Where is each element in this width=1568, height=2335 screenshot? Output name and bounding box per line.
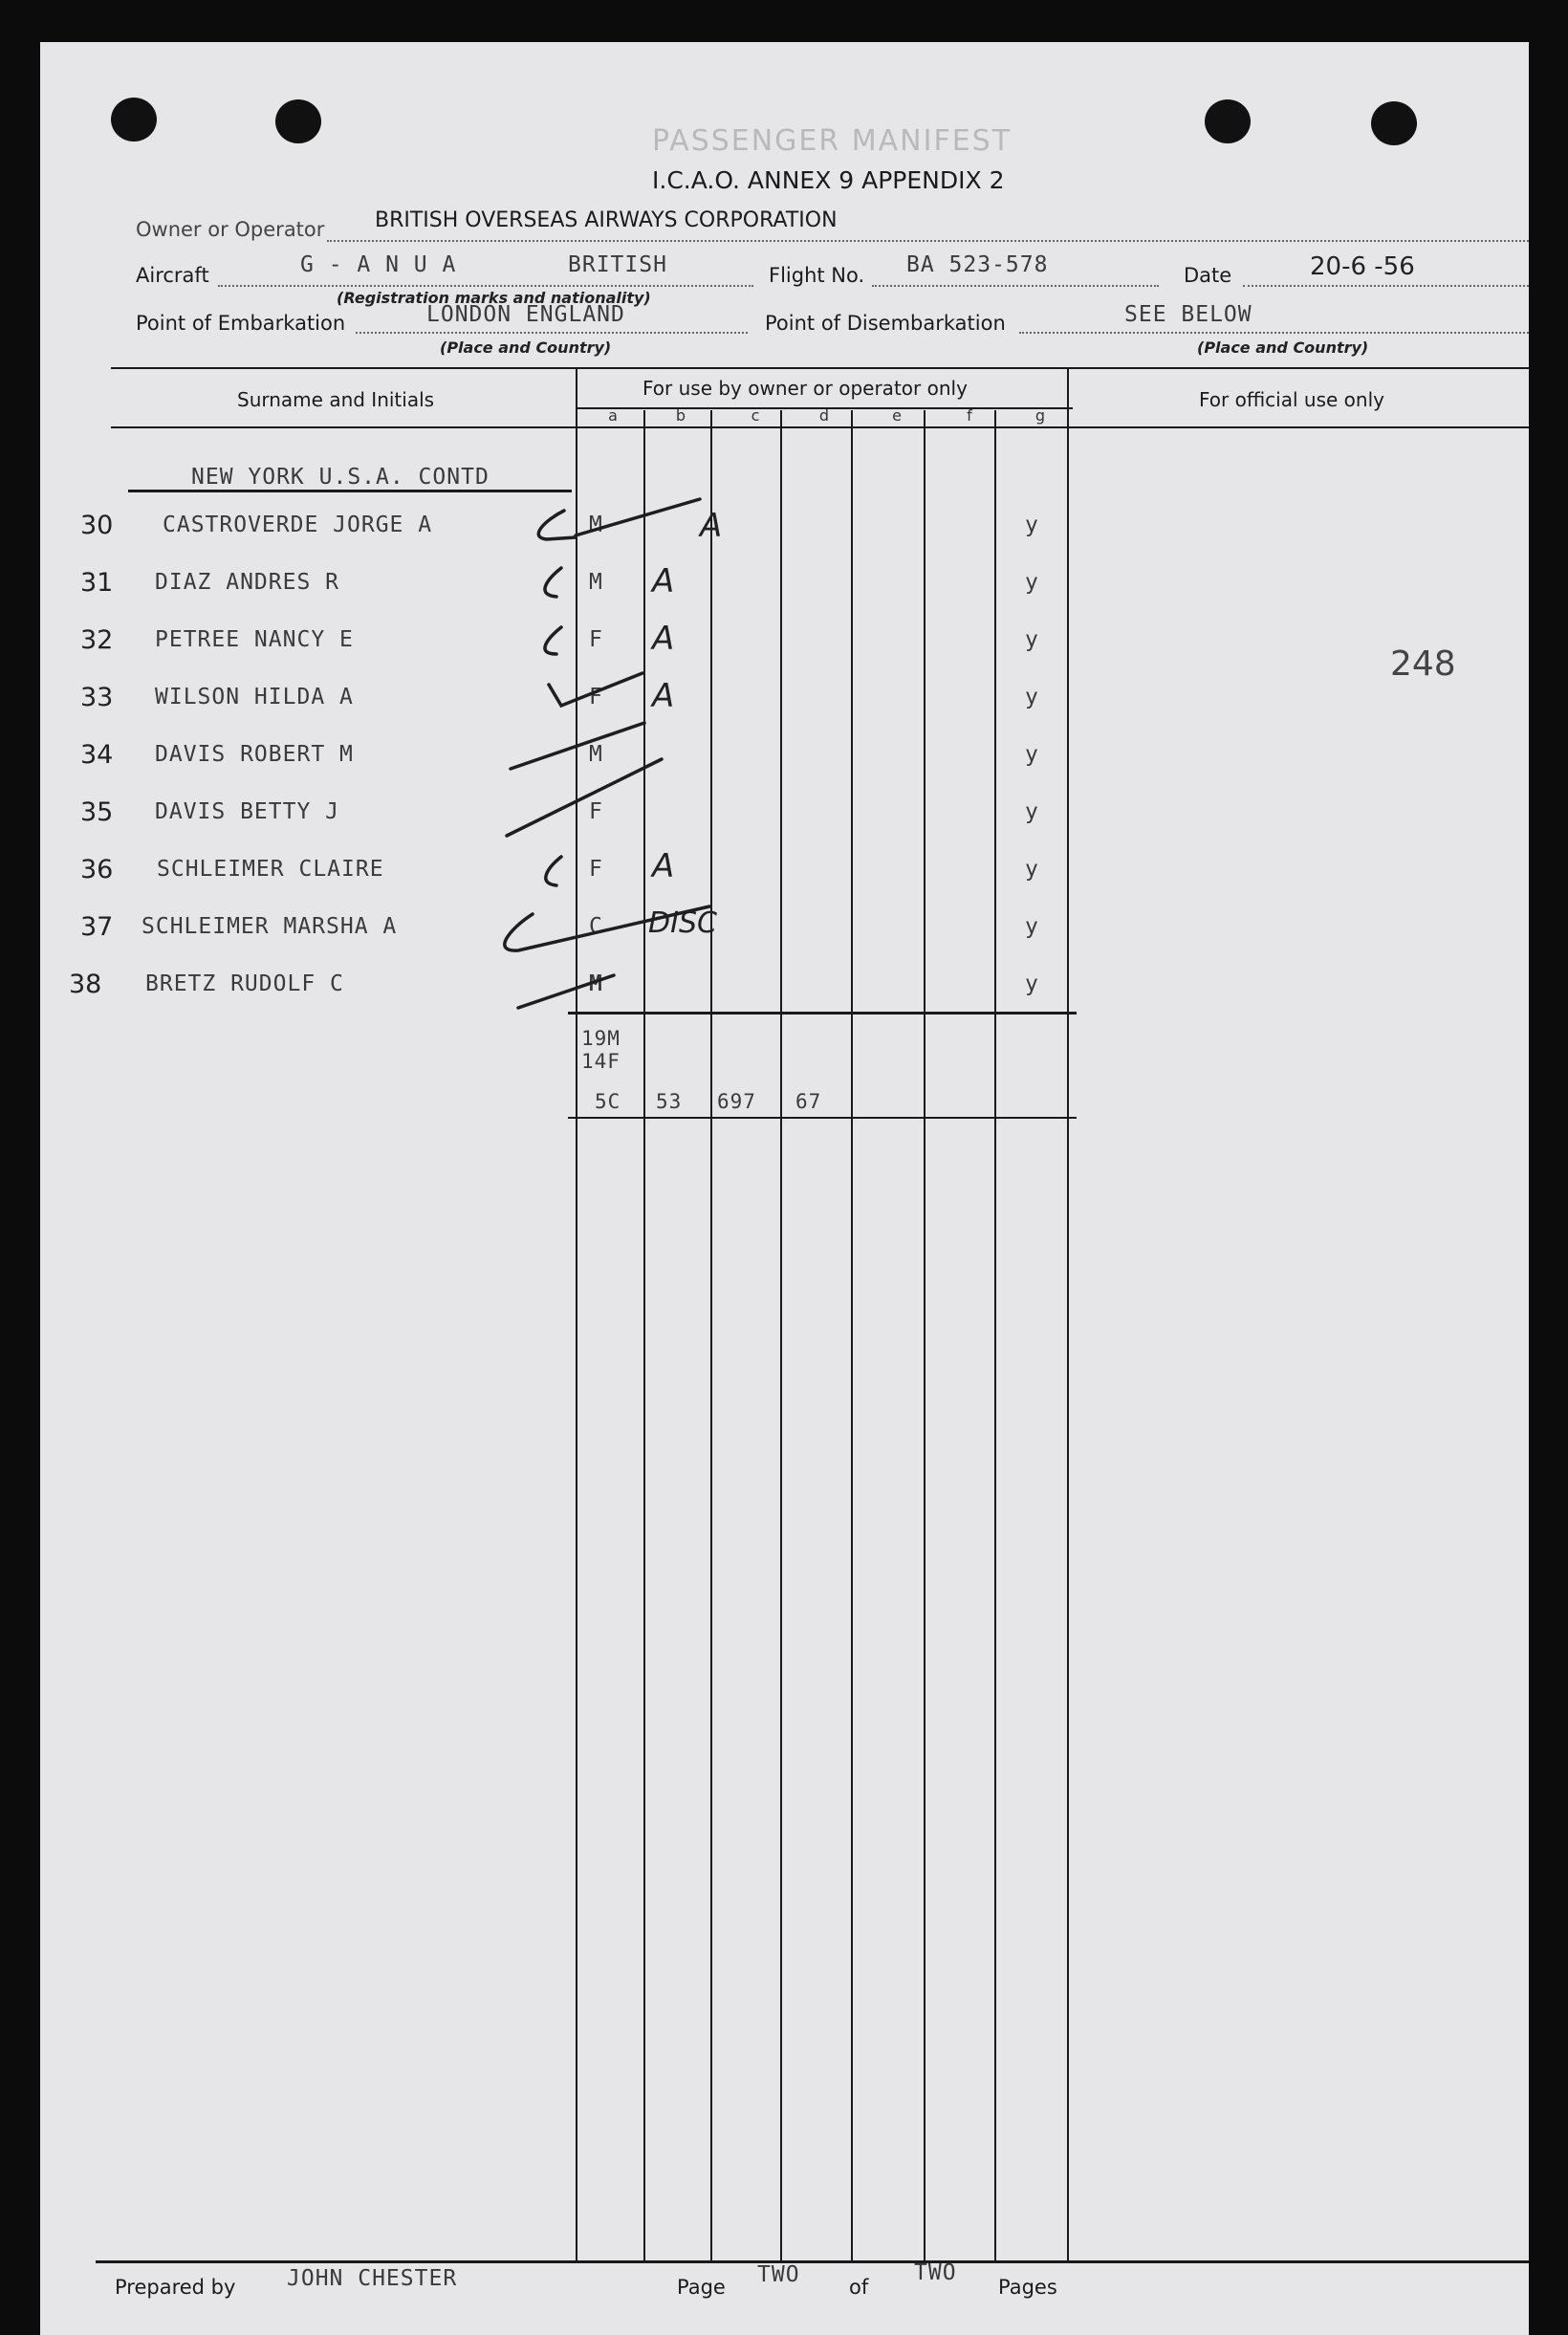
column-d-header: d [818, 406, 830, 425]
passenger-name: SCHLEIMER MARSHA A [142, 914, 398, 939]
g-mark: y [1025, 513, 1039, 537]
flight-label: Flight No. [769, 264, 865, 287]
g-mark: y [1025, 627, 1039, 652]
aircraft-label: Aircraft [136, 264, 209, 287]
passenger-name: WILSON HILDA A [155, 685, 354, 709]
page-value: TWO [757, 2262, 800, 2287]
embark-value: LONDON ENGLAND [426, 302, 625, 327]
sex-code: F [589, 857, 603, 882]
status-mark: A [652, 562, 675, 600]
of-label: of [849, 2276, 869, 2299]
row-number: 31 [80, 568, 114, 598]
official-use-header: For official use only [1199, 388, 1384, 411]
passenger-name: DAVIS ROBERT M [155, 742, 354, 767]
g-mark: y [1025, 857, 1039, 882]
passenger-name: CASTROVERDE JORGE A [163, 513, 433, 537]
manifest-sheet [40, 42, 1529, 2335]
owner-label: Owner or Operator [136, 218, 325, 241]
g-mark: y [1025, 799, 1039, 824]
passenger-name: DAVIS BETTY J [155, 799, 340, 824]
owner-value: BRITISH OVERSEAS AIRWAYS CORPORATION [375, 208, 838, 232]
section-heading: NEW YORK U.S.A. CONTD [191, 465, 490, 490]
status-mark: A [652, 677, 675, 715]
flight-value: BA 523-578 [906, 252, 1049, 277]
aircraft-value: G - A N U A [300, 252, 457, 277]
row-number: 30 [80, 511, 114, 540]
status-mark: DISC [648, 906, 717, 940]
prepared-label: Prepared by [115, 2276, 236, 2299]
date-label: Date [1184, 264, 1232, 287]
owner-use-header: For use by owner or operator only [642, 377, 968, 400]
row-number: 34 [80, 740, 114, 770]
column-e-header: e [892, 406, 902, 425]
total-female: 14F [581, 1050, 621, 1073]
official-note: 248 [1390, 644, 1456, 684]
total-male: 19M [581, 1027, 621, 1050]
status-mark: A [652, 847, 675, 885]
passenger-name: PETREE NANCY E [155, 627, 354, 652]
sex-code: C [589, 914, 603, 939]
column-b-header: b [675, 406, 686, 425]
total-d: 67 [795, 1090, 822, 1113]
nationality-value: BRITISH [568, 252, 667, 277]
prepared-value: JOHN CHESTER [287, 2266, 458, 2291]
embark-note: (Place and Country) [440, 338, 612, 357]
row-number: 32 [80, 625, 114, 655]
row-number: 37 [80, 912, 114, 942]
column-f-header: f [967, 406, 972, 425]
g-mark: y [1025, 685, 1039, 709]
status-mark: A [700, 507, 723, 545]
handwritten-checkmarks [40, 42, 1529, 1094]
totals-bottom-rule [568, 1117, 1077, 1119]
row-number: 35 [80, 797, 114, 827]
passenger-name: BRETZ RUDOLF C [145, 971, 344, 996]
sex-code: F [589, 799, 603, 824]
total-b: 53 [656, 1090, 683, 1113]
disembark-label: Point of Disembarkation [765, 312, 1006, 335]
faded-title: PASSENGER MANIFEST [652, 124, 1013, 158]
status-mark: A [652, 620, 675, 658]
total-children: 5C [595, 1090, 621, 1113]
sex-code: M [589, 513, 603, 537]
g-mark: y [1025, 742, 1039, 767]
sex-code: M [589, 971, 603, 996]
of-value: TWO [914, 2260, 957, 2285]
disembark-note: (Place and Country) [1197, 338, 1369, 357]
sex-code: M [589, 570, 603, 595]
footer-rule [96, 2260, 1529, 2263]
g-mark: y [1025, 914, 1039, 939]
sex-code: F [589, 627, 603, 652]
date-value: 20-6 -56 [1310, 252, 1415, 281]
column-c-header: c [751, 406, 760, 425]
g-mark: y [1025, 570, 1039, 595]
row-number: 33 [80, 683, 114, 712]
g-mark: y [1025, 971, 1039, 996]
registration-note: (Registration marks and nationality) [337, 289, 651, 307]
passenger-name: SCHLEIMER CLAIRE [157, 857, 384, 882]
pages-label: Pages [998, 2276, 1057, 2299]
disembark-value: SEE BELOW [1124, 302, 1252, 327]
page-label: Page [677, 2276, 726, 2299]
row-number: 36 [80, 855, 114, 884]
column-g-header: g [1034, 406, 1046, 425]
surname-header: Surname and Initials [237, 388, 435, 411]
passenger-name: DIAZ ANDRES R [155, 570, 340, 595]
embark-label: Point of Embarkation [136, 312, 346, 335]
column-a-header: a [608, 406, 618, 425]
row-number: 38 [69, 970, 102, 999]
sex-code: M [589, 742, 603, 767]
form-title: I.C.A.O. ANNEX 9 APPENDIX 2 [652, 166, 1005, 194]
sex-code: F [589, 685, 603, 709]
total-c: 697 [717, 1090, 756, 1113]
